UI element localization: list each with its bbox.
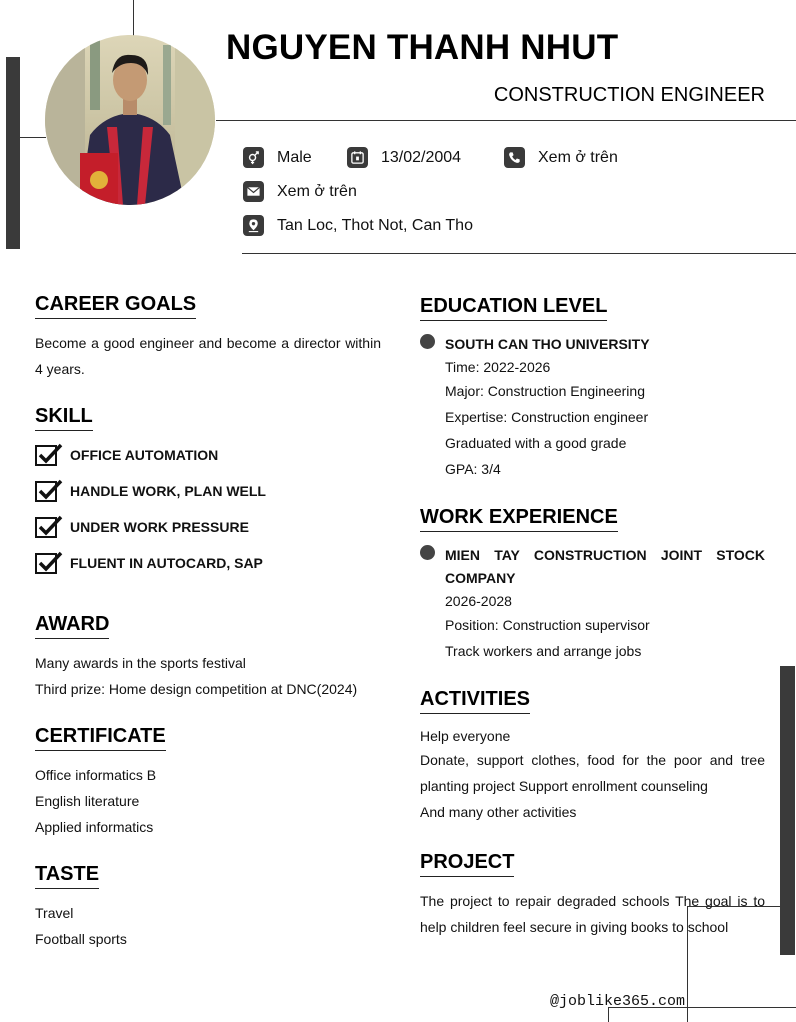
certificate-section <box>35 725 381 840</box>
left-column <box>35 293 381 952</box>
birthday-text: 13/02/2004 <box>381 148 462 166</box>
certificate-item: Office informatics B <box>35 767 157 783</box>
candidate-name: NGUYEN THANH NHUT <box>226 28 619 67</box>
birthday-info <box>347 147 461 168</box>
skill-item <box>35 437 381 473</box>
project-section <box>420 851 765 940</box>
career-goals-title: CAREER GOALS <box>35 293 196 319</box>
email-icon <box>243 181 264 202</box>
taste-item: Football sports <box>35 931 127 947</box>
career-goals-section <box>35 293 381 382</box>
phone-info <box>504 147 618 168</box>
profile-photo <box>45 35 215 205</box>
watermark: @joblike365.com <box>550 993 686 1010</box>
education-line: Time: 2022-2026 <box>445 359 551 375</box>
project-title: PROJECT <box>420 851 514 877</box>
skill-title: SKILL <box>35 405 93 431</box>
work-experience-section <box>420 506 765 664</box>
education-section <box>420 295 765 482</box>
work-experience-title: WORK EXPERIENCE <box>420 506 618 532</box>
project-text: The project to repair degraded schools The goal is to help children feel secure in giving books to school <box>420 893 765 935</box>
certificate-item: English literature <box>35 793 140 809</box>
work-entry <box>420 544 765 664</box>
skill-item <box>35 473 381 509</box>
right-accent-bar <box>780 666 795 955</box>
calendar-icon <box>347 147 368 168</box>
education-line: Expertise: Construction engineer <box>445 409 649 425</box>
top-vertical-line <box>133 0 134 36</box>
skill-section <box>35 405 381 581</box>
education-line: Major: Construction Engineering <box>445 383 645 399</box>
taste-section <box>35 863 381 952</box>
activities-title: ACTIVITIES <box>420 688 530 714</box>
gender-text: Male <box>277 148 312 166</box>
email-text: Xem ở trên <box>277 182 357 200</box>
right-column <box>420 295 765 940</box>
work-line: Track workers and arrange jobs <box>445 643 642 659</box>
bullet-dot-icon <box>420 545 435 560</box>
activity-line: Help everyone <box>420 728 511 744</box>
education-line: Graduated with a good grade <box>445 435 627 451</box>
location-pin-icon <box>243 215 264 236</box>
phone-icon <box>504 147 525 168</box>
skill-label: HANDLE WORK, PLAN WELL <box>70 483 266 499</box>
address-text: Tan Loc, Thot Not, Can Tho <box>277 216 473 234</box>
award-title: AWARD <box>35 613 109 639</box>
activities-section <box>420 688 765 825</box>
email-info <box>243 181 357 202</box>
skill-item <box>35 545 381 581</box>
award-item: Third prize: Home design competition at DNC(2024) <box>35 681 358 697</box>
education-line: GPA: 3/4 <box>445 461 501 477</box>
address-info <box>243 215 473 236</box>
work-line: 2026-2028 <box>445 593 512 609</box>
career-goals-text: Become a good engineer and become a director within 4 years. <box>35 335 381 377</box>
job-title: CONSTRUCTION ENGINEER <box>493 84 765 106</box>
activity-line: And many other activities <box>420 804 577 820</box>
certificate-item: Applied informatics <box>35 819 154 835</box>
left-connector-line <box>20 137 46 138</box>
skill-label: FLUENT IN AUTOCARD, SAP <box>70 555 263 571</box>
certificate-title: CERTIFICATE <box>35 725 166 751</box>
left-accent-bar <box>6 57 20 249</box>
education-entry <box>420 333 765 482</box>
activity-line: Donate, support clothes, food for the poor and tree planting project Support enrollment counseling <box>420 752 765 794</box>
checkbox-checked-icon <box>35 479 63 503</box>
work-line: Position: Construction supervisor <box>445 617 650 633</box>
bullet-dot-icon <box>420 334 435 349</box>
checkbox-checked-icon <box>35 551 63 575</box>
company-name: MIEN TAY CONSTRUCTION JOINT STOCK COMPANY <box>445 547 765 586</box>
checkbox-checked-icon <box>35 443 63 467</box>
checkbox-checked-icon <box>35 515 63 539</box>
skill-item <box>35 509 381 545</box>
skill-label: OFFICE AUTOMATION <box>70 447 219 463</box>
header-divider-top <box>216 120 796 121</box>
header-divider-bottom <box>242 253 796 254</box>
skill-label: UNDER WORK PRESSURE <box>70 519 249 535</box>
award-item: Many awards in the sports festival <box>35 655 246 671</box>
taste-title: TASTE <box>35 863 99 889</box>
award-section <box>35 613 381 702</box>
gender-info <box>243 147 312 168</box>
school-name: SOUTH CAN THO UNIVERSITY <box>445 336 650 352</box>
education-title: EDUCATION LEVEL <box>420 295 607 321</box>
phone-text: Xem ở trên <box>538 148 618 166</box>
taste-item: Travel <box>35 905 74 921</box>
gender-icon <box>243 147 264 168</box>
